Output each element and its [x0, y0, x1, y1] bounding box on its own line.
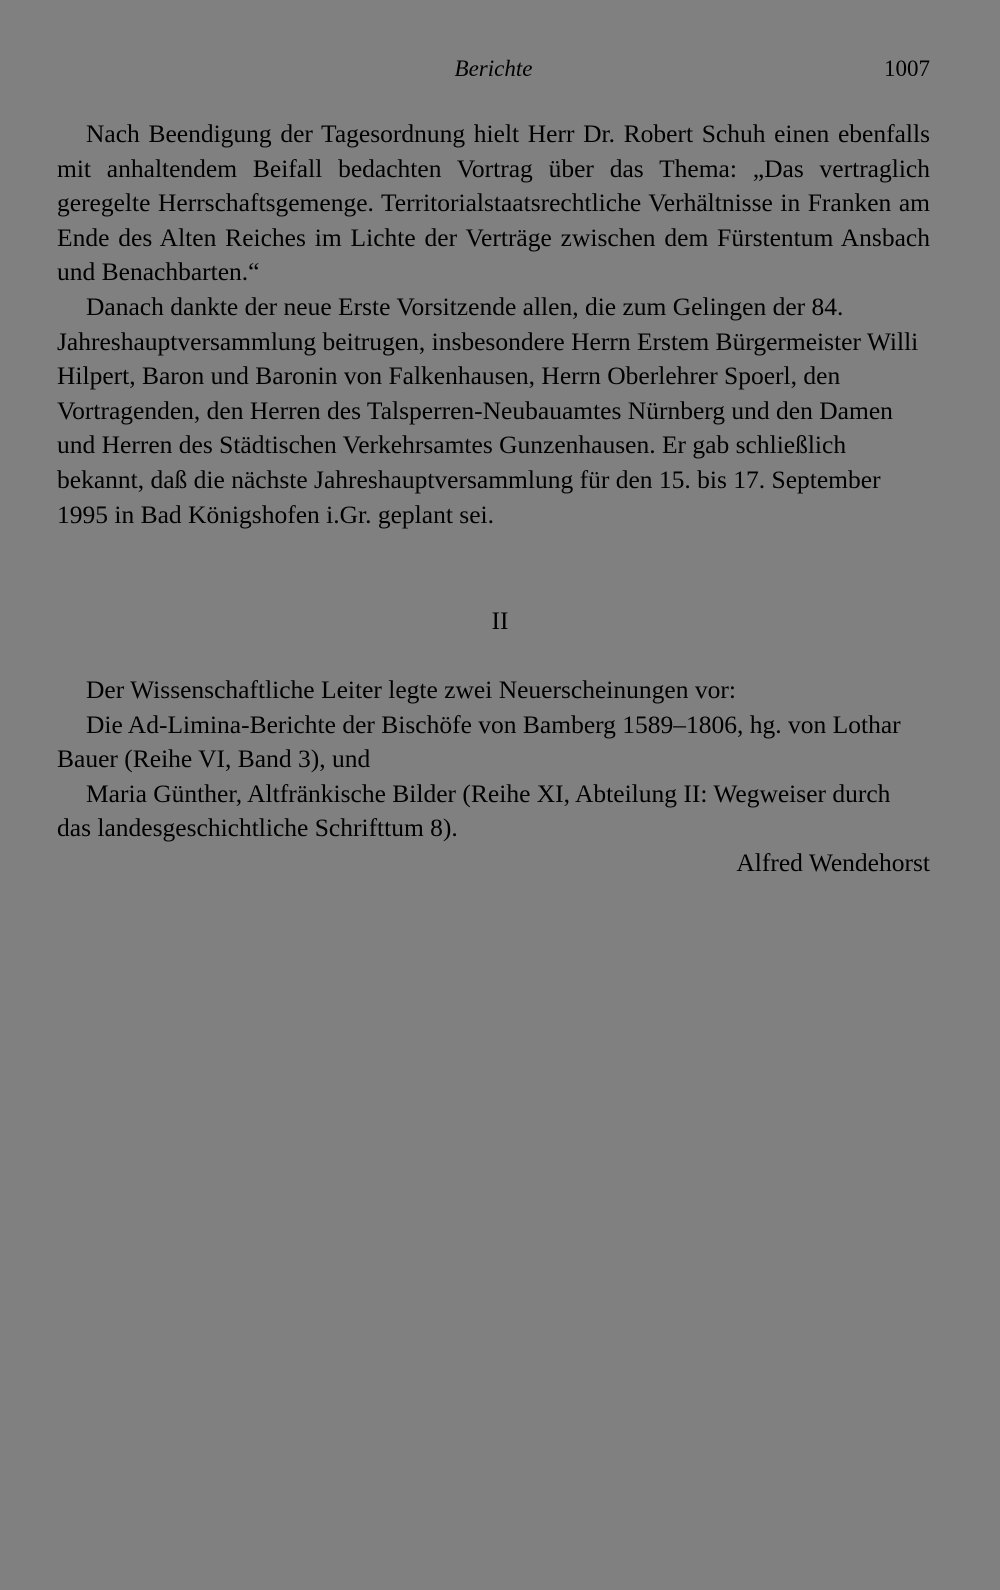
section-2-body	[57, 673, 930, 881]
paragraph-publication-2: Maria Günther, Altfränkische Bilder (Reihe XI, Abteilung II: Wegweiser durch das landesgeschichtliche Schrifttum 8).	[57, 778, 891, 843]
page-number: 1007	[884, 56, 930, 81]
section-1-body	[57, 117, 930, 532]
paragraph-thanks: Danach dankte der neue Erste Vorsitzende allen, die zum Gelingen der 84. Jahreshauptversammlung beitrugen, insbesondere Herrn Erstem Bürgermeister Willi Hilpert, Baron und Baronin von Falkenhausen, Herrn Oberlehrer Spoerl, den Vortragenden, den Herren des Talsperren-Neubauamtes Nürnberg und den Damen und Herren des Städtischen Verkehrsamtes Gunzenhausen. Er gab schließlich bekannt, daß die nächste Jahreshauptversammlung für den 15. bis 17. September 1995 in Bad Königshofen i.Gr. geplant sei.	[57, 291, 919, 529]
running-head: Berichte	[454, 56, 533, 81]
paragraph-lecture: Nach Beendigung der Tagesordnung hielt Herr Dr. Robert Schuh einen ebenfalls mit anhaltendem Beifall bedachten Vortrag über das Thema: „Das vertraglich geregelte Herrschaftsgemenge. Territorialstaatsrechtliche Verhältnisse in Franken am Ende des Alten Reiches im Lichte der Verträge zwischen dem Fürstentum Ansbach und Benachbarten.“	[57, 119, 930, 287]
section-heading-numeral: II	[491, 606, 509, 635]
paragraph-publication-1: Die Ad-Limina-Berichte der Bischöfe von Bamberg 1589–1806, hg. von Lothar Bauer (Reihe VI, Band 3), und	[57, 709, 901, 774]
author-signature: Alfred Wendehorst	[736, 847, 930, 877]
page-header	[57, 52, 930, 86]
paragraph-new-publications-intro: Der Wissenschaftliche Leiter legte zwei Neuerscheinungen vor:	[86, 675, 736, 704]
